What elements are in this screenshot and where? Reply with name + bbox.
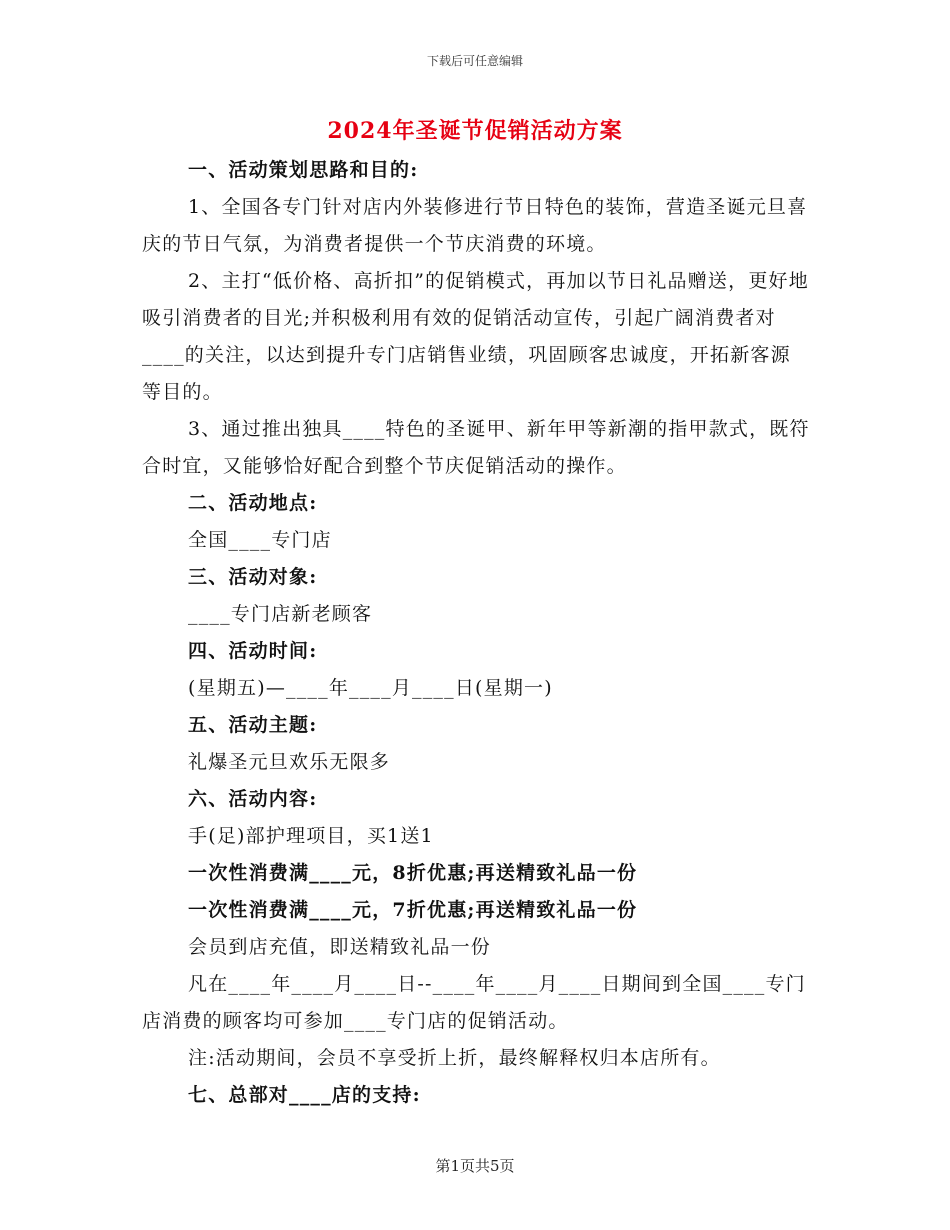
section-5-heading: 五、活动主题: (188, 714, 318, 736)
section-2-paragraph: 全国____专门店 (188, 529, 332, 551)
section-1-paragraph-2: 2、主打“低价格、高折扣”的促销模式，再加以节日礼品赠送，更好地吸引消费者的目光;并积极利用有效的促销活动宣传，引起广阔消费者对____的关注，以达到提升专门店销售业绩，巩固顾客忠诚度，开拓新客源等目的。 (142, 270, 809, 403)
page-header-note: 下载后可任意编辑 (426, 54, 523, 68)
section-4-heading: 四、活动时间: (188, 640, 318, 662)
section-6-item-5: 凡在____年____月____日--____年____月____日期间到全国____专门店消费的顾客均可参加____专门店的促销活动。 (142, 973, 806, 1032)
document-body (142, 152, 810, 1114)
section-1-paragraph-3: 3、通过推出独具____特色的圣诞甲、新年甲等新潮的指甲款式，既符合时宜，又能够恰好配合到整个节庆促销活动的操作。 (142, 418, 810, 477)
section-7-heading: 七、总部对____店的支持: (188, 1084, 421, 1106)
section-6-note: 注:活动期间，会员不享受折上折，最终解释权归本店所有。 (188, 1047, 721, 1069)
document-title: 2024年圣诞节促销活动方案 (327, 118, 623, 144)
section-6-heading: 六、活动内容: (188, 788, 318, 810)
section-1-heading: 一、活动策划思路和目的: (188, 159, 419, 181)
section-6-item-1: 手(足)部护理项目，买1送1 (188, 825, 434, 847)
section-6-item-3: 一次性消费满____元，7折优惠;再送精致礼品一份 (188, 899, 638, 921)
section-6-item-2: 一次性消费满____元，8折优惠;再送精致礼品一份 (188, 862, 638, 884)
page-number: 第1页共5页 (435, 1157, 515, 1175)
section-4-paragraph: (星期五)—____年____月____日(星期一) (188, 677, 553, 699)
section-2-heading: 二、活动地点: (188, 492, 318, 514)
section-3-paragraph: ____专门店新老顾客 (188, 603, 373, 625)
section-6-item-4: 会员到店充值，即送精致礼品一份 (188, 936, 492, 958)
section-1-paragraph-1: 1、全国各专门针对店内外装修进行节日特色的装饰，营造圣诞元旦喜庆的节日气氛，为消费者提供一个节庆消费的环境。 (142, 196, 808, 255)
section-5-paragraph: 礼爆圣元旦欢乐无限多 (188, 751, 391, 773)
section-3-heading: 三、活动对象: (188, 566, 318, 588)
